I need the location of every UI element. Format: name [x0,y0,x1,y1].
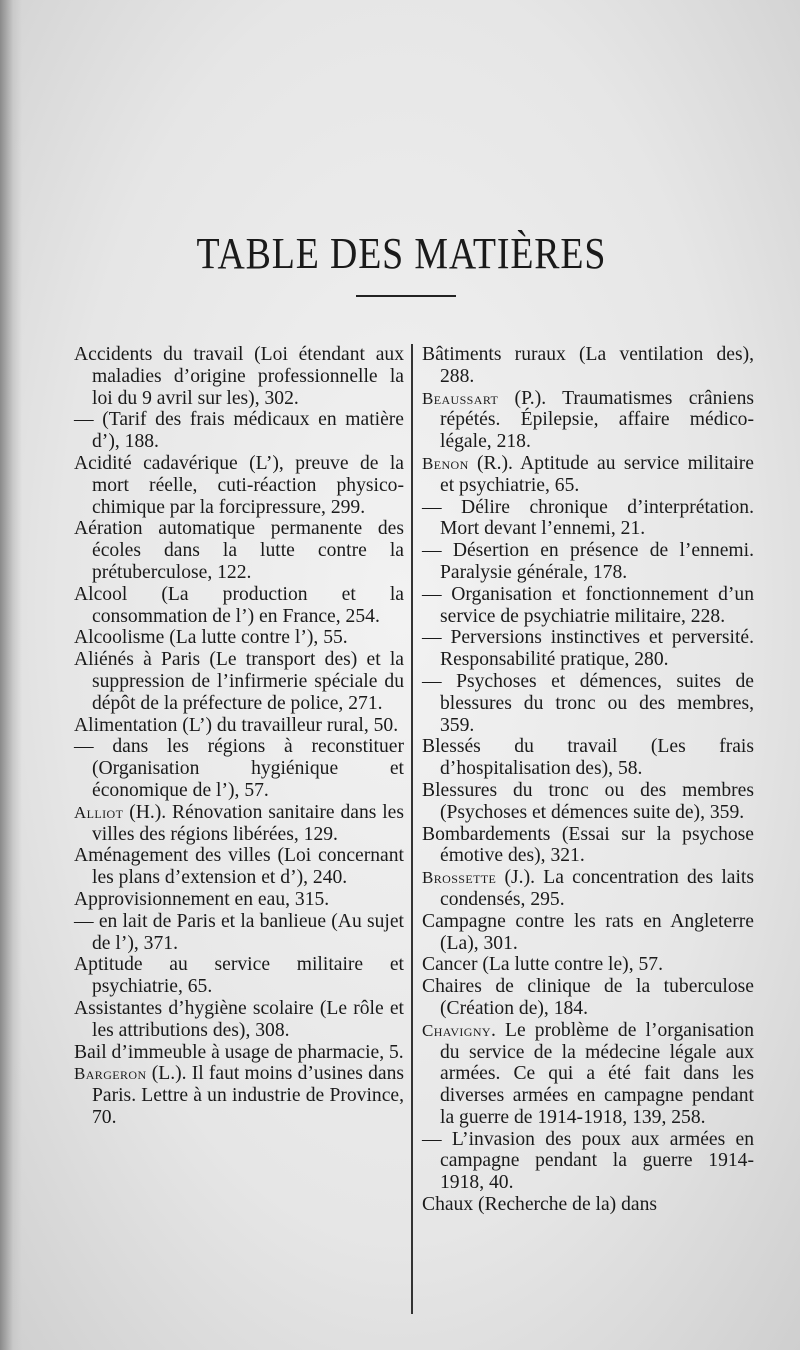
entry-text: Acidité cadavérique (L’), preuve de la mort réelle, cuti-réaction physico-chimique par la forcipressure, 299. [74,452,404,518]
entry-text: Aptitude au service militaire et psychiatrie, 65. [74,954,404,998]
title-rule [356,295,456,297]
index-entry [74,1063,404,1128]
entry-text: — Perversions instinctives et perversité. Responsabilité pratique, 280. [422,627,754,671]
index-entry [74,845,404,889]
index-entry [422,344,754,388]
index-entry [74,627,404,649]
entry-text: Cancer (La lutte contre le), 57. [422,954,663,976]
entry-text: Assistantes d’hygiène scolaire (Le rôle et les attributions des), 308. [74,997,404,1041]
index-entry [74,715,404,737]
index-entry [422,911,754,955]
page-title: TABLE DES MATIÈRES [196,229,607,278]
entry-text: — (Tarif des frais médicaux en matière d’), 188. [74,409,404,453]
index-entry [74,344,404,409]
index-entry [74,649,404,714]
index-entry [422,1020,754,1129]
entry-text: Aménagement des villes (Loi concernant les plans d’extension et d’), 240. [74,845,404,889]
entry-text: Bombardements (Essai sur la psychose émotive des), 321. [422,823,754,867]
index-entry [422,584,754,628]
entry-text: Alcool (La production et la consommation de l’) en France, 254. [74,583,404,627]
entry-text: Aération automatique permanente des écoles dans la lutte contre la prétuberculose, 122. [74,518,404,583]
entry-author: Beaussart [422,388,499,408]
entry-text: (H.). Rénovation sanitaire dans les villes des régions libérées, 129. [92,801,404,845]
entry-text: (L.). Il faut moins d’usines dans Paris. Lettre à un industrie de Province, 70. [92,1063,404,1128]
index-entry [74,954,404,998]
index-column-right [422,344,754,1216]
index-entry [422,671,754,736]
entry-text: — Psychoses et démences, suites de blessures du tronc ou des membres, 359. [422,670,754,736]
entry-text: Bâtiments ruraux (La ventilation des), 288. [422,344,754,387]
entry-text: Bail d’immeuble à usage de pharmacie, 5. [74,1041,404,1063]
entry-text: — L’invasion des poux aux armées en campagne pendant la guerre 1914-1918, 40. [422,1128,754,1194]
index-entry [74,453,404,518]
index-entry [74,998,404,1042]
entry-text: Blessures du tronc ou des membres (Psychoses et démences suite de), 359. [422,779,754,823]
entry-author: Alliot [74,802,124,822]
entry-text: Alimentation (L’) du travailleur rural, 50. [74,714,399,736]
index-entry [74,911,404,955]
index-entry [422,497,754,541]
entry-text: Alcoolisme (La lutte contre l’), 55. [74,627,348,649]
entry-text: — dans les régions à reconstituer (Organisation hygiénique et économique de l’), 57. [74,736,404,801]
index-entry [422,540,754,584]
entry-text: — Organisation et fonctionnement d’un service de psychiatrie militaire, 228. [422,583,754,627]
entry-text: Accidents du travail (Loi étendant aux maladies d’origine professionnelle la loi du 9 avril sur les), 302. [74,344,404,409]
index-entry [74,1042,404,1064]
entry-text: Campagne contre les rats en Angleterre (La), 301. [422,910,754,954]
entry-text: — Désertion en présence de l’ennemi. Paralysie générale, 178. [422,540,754,583]
entry-text: — Délire chronique d’interprétation. Mort devant l’ennemi, 21. [422,496,754,540]
entry-author: Chavigny [422,1020,491,1040]
index-entry [74,584,404,628]
entry-author: Benon [422,453,469,473]
entry-text: (J.). La concentration des laits condensés, 295. [440,867,754,910]
index-entry [422,627,754,671]
binding-shadow [0,0,22,1350]
index-entry [74,802,404,846]
index-entry [74,736,404,801]
entry-text: Aliénés à Paris (Le transport des) et la suppression de l’infirmerie spéciale du dépôt de la préfecture de police, 271. [74,649,404,714]
entry-author: Bargeron [74,1064,147,1084]
index-entry [422,867,754,911]
entry-text: Blessés du travail (Les frais d’hospitalisation des), 58. [422,736,754,780]
entry-author: Brossette [422,868,497,888]
index-entry [422,736,754,780]
index-entry [422,1129,754,1194]
index-entry [422,954,754,976]
index-entry [422,453,754,497]
entry-text: (R.). Aptitude au service militaire et psychiatrie, 65. [440,452,754,496]
index-entry [74,889,404,911]
column-divider [411,344,413,1314]
entry-text: (P.). Traumatismes crâniens répétés. Épilepsie, affaire médico-légale, 218. [440,387,754,453]
index-entry [422,824,754,868]
index-entry [422,1194,754,1216]
entry-text: Approvisionnement en eau, 315. [74,888,330,910]
index-entry [422,780,754,824]
entry-text: Chaires de clinique de la tuberculose (Création de), 184. [422,976,754,1019]
index-entry [422,388,754,453]
index-entry [74,409,404,453]
entry-text: — en lait de Paris et la banlieue (Au sujet de l’), 371. [74,910,404,954]
entry-text: Chaux (Recherche de la) dans [422,1194,658,1216]
index-column-left [74,344,404,1129]
index-entry [74,518,404,583]
entry-text: . Le problème de l’organisation du service de la médecine légale aux armées. Ce qui a été fait dans les diverses armées en campagne pendant la guerre de 1914-1918, 139, 258. [440,1019,754,1128]
index-entry [422,976,754,1020]
